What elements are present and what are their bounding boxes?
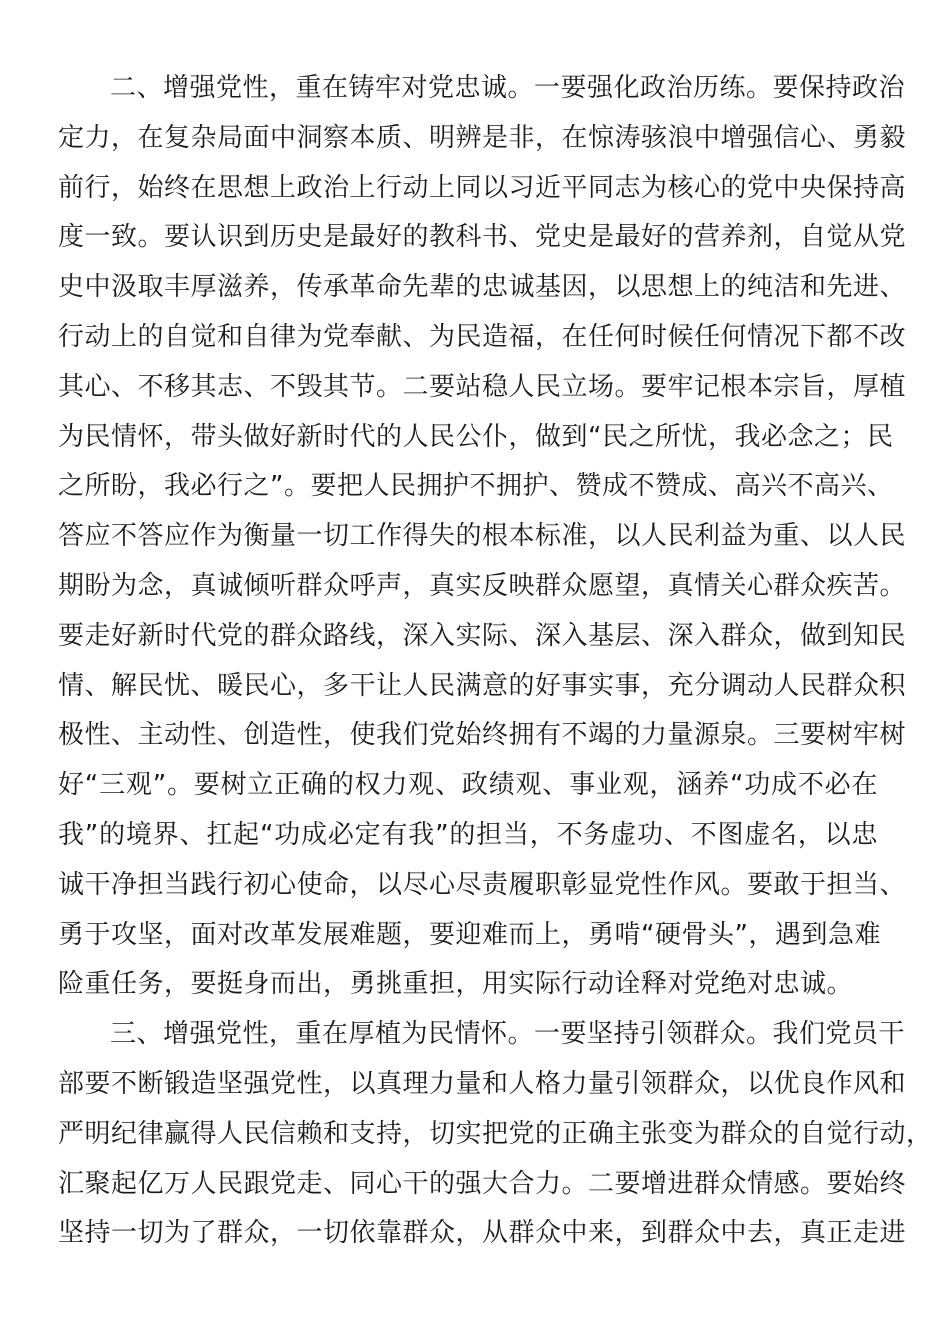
text-line: 定力，在复杂局面中洞察本质、明辨是非，在惊涛骇浪中增强信心、勇毅	[58, 122, 907, 153]
paragraph-section-2	[58, 64, 907, 1010]
text-line: 部要不断锻造坚强党性，以真理力量和人格力量引领群众，以优良作风和	[58, 1068, 907, 1099]
text-line: 坚持一切为了群众，一切依靠群众，从群众中来，到群众中去，真正走进	[58, 1218, 907, 1249]
text-line: 极性、主动性、创造性，使我们党始终拥有不竭的力量源泉。三要树牢树	[58, 720, 907, 751]
text-line: 严明纪律赢得人民信赖和支持，切实把党的正确主张变为群众的自觉行动，	[58, 1118, 933, 1149]
text-line: 行动上的自觉和自律为党奉献、为民造福，在任何时候任何情况下都不改	[58, 321, 907, 352]
text-line: 答应不答应作为衡量一切工作得失的根本标准，以人民利益为重、以人民	[58, 521, 907, 552]
text-line: 为民情怀，带头做好新时代的人民公仆，做到“民之所忧，我必念之；民	[58, 421, 894, 452]
text-line: 史中汲取丰厚滋养，传承革命先辈的忠诚基因，以思想上的纯洁和先进、	[58, 272, 907, 303]
text-line: 三、增强党性，重在厚植为民情怀。一要坚持引领群众。我们党员干	[110, 1019, 906, 1050]
text-line: 之所盼，我必行之”。要把人民拥护不拥护、赞成不赞成、高兴不高兴、	[58, 471, 894, 502]
text-line: 前行，始终在思想上政治上行动上同以习近平同志为核心的党中央保持高	[58, 172, 907, 203]
text-line: 我”的境界、扛起“功成必定有我”的担当，不务虚功、不图虚名，以忠	[58, 819, 878, 850]
text-line: 度一致。要认识到历史是最好的教科书、党史是最好的营养剂，自觉从党	[58, 222, 907, 253]
text-line: 二、增强党性，重在铸牢对党忠诚。一要强化政治历练。要保持政治	[110, 73, 906, 103]
text-line: 情、解民忧、暖民心，多干让人民满意的好事实事，充分调动人民群众积	[58, 670, 907, 701]
document-body	[58, 64, 933, 1259]
text-line: 汇聚起亿万人民跟党走、同心干的强大合力。二要增进群众情感。要始终	[58, 1168, 907, 1199]
text-line: 其心、不移其志、不毁其节。二要站稳人民立场。要牢记根本宗旨，厚植	[58, 371, 907, 402]
paragraph-section-3	[58, 1010, 933, 1259]
text-line: 险重任务，要挺身而出，勇挑重担，用实际行动诠释对党绝对忠诚。	[58, 969, 854, 1000]
text-line: 勇于攻坚，面对改革发展难题，要迎难而上，勇啃“硬骨头”，遇到急难	[58, 919, 881, 950]
text-line: 要走好新时代党的群众路线，深入实际、深入基层、深入群众，做到知民	[58, 620, 907, 651]
text-line: 期盼为念，真诚倾听群众呼声，真实反映群众愿望，真情关心群众疾苦。	[58, 570, 907, 601]
text-line: 好“三观”。要树立正确的权力观、政绩观、事业观，涵养“功成不必在	[58, 770, 878, 801]
text-line: 诚干净担当践行初心使命，以尽心尽责履职彰显党性作风。要敢于担当、	[58, 869, 907, 900]
